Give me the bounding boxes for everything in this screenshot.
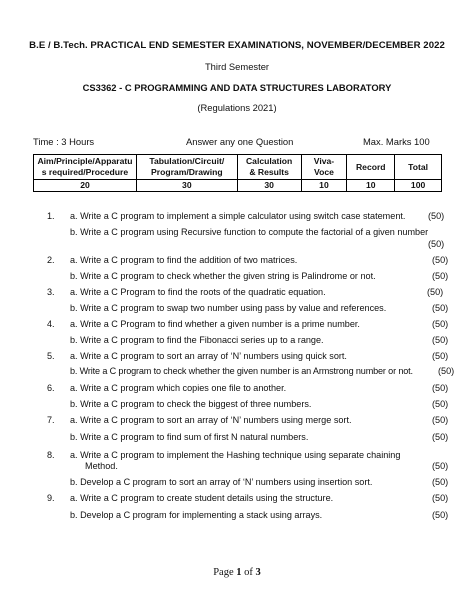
marks-header-cell: Total	[395, 155, 442, 180]
time-label: Time : 3 Hours	[33, 136, 95, 147]
marks-table-value-row	[34, 180, 442, 192]
question-number: 6.	[47, 383, 55, 393]
marks-header-cell: Viva- Voce	[301, 155, 347, 180]
page-sep: of	[241, 567, 256, 578]
question-marks: (50)	[432, 319, 449, 329]
question-marks: (50)	[432, 493, 449, 503]
question-marks: (50)	[432, 510, 449, 520]
question-marks: (50)	[432, 255, 449, 265]
course-title: CS3362 - C PROGRAMMING AND DATA STRUCTURES LABORATORY	[82, 82, 392, 93]
question-marks: (50)	[432, 415, 449, 425]
question-text: b. Write a C program to check the biggest of three numbers.	[70, 399, 312, 409]
max-marks-label: Max. Marks 100	[363, 136, 430, 147]
instruction-label: Answer any one Question	[186, 136, 294, 147]
question-text-continued: Method.	[85, 461, 118, 471]
marks-value-cell: 20	[34, 180, 137, 192]
marks-value-cell: 30	[237, 180, 301, 192]
question-marks: (50)	[432, 383, 449, 393]
question-text: b. Write a C program using Recursive function to compute the factorial of a given number	[70, 227, 429, 237]
question-text: a. Write a C program to find the addition of two matrices.	[70, 255, 298, 265]
question-marks: (50)	[432, 335, 449, 345]
question-number: 4.	[47, 319, 55, 329]
question-marks: (50)	[432, 271, 449, 281]
question-text: b. Write a C program to find sum of first N natural numbers.	[70, 432, 309, 442]
question-marks: (50)	[428, 239, 445, 249]
question-text: a. Write a C program to implement the Hashing technique using separate chaining	[70, 450, 401, 460]
question-marks: (50)	[438, 366, 455, 376]
question-text: b. Develop a C program to sort an array of ‘N’ numbers using insertion sort.	[70, 477, 373, 487]
page-total: 3	[255, 567, 261, 578]
question-number: 9.	[47, 493, 55, 503]
exam-title: B.E / B.Tech. PRACTICAL END SEMESTER EXAMINATIONS, NOVEMBER/DECEMBER 2022	[29, 40, 445, 51]
page-prefix: Page	[213, 567, 237, 578]
question-text: b. Write a C program to check whether the given string is Palindrome or not.	[70, 271, 376, 281]
regulations-label: (Regulations 2021)	[197, 102, 277, 113]
question-text: b. Write a C program to find the Fibonacci series up to a range.	[70, 335, 324, 345]
question-text: a. Write a C program to implement a simple calculator using switch case statement.	[70, 211, 406, 221]
question-marks: (50)	[432, 432, 449, 442]
marks-table-header-row	[34, 155, 442, 180]
marks-header-cell: Calculation & Results	[237, 155, 301, 180]
marks-value-cell: 10	[347, 180, 395, 192]
question-marks: (50)	[432, 461, 449, 471]
question-text: a. Write a C Program to find the roots of the quadratic equation.	[70, 287, 326, 297]
question-marks: (50)	[428, 211, 445, 221]
question-number: 2.	[47, 255, 55, 265]
question-marks: (50)	[427, 287, 444, 297]
question-marks: (50)	[432, 477, 449, 487]
question-marks: (50)	[432, 303, 449, 313]
page-current: 1	[236, 567, 242, 578]
marks-header-cell: Aim/Principle/Apparatu s required/Procedure	[34, 155, 137, 180]
question-text: a. Write a C program to sort an array of ‘N’ numbers using quick sort.	[70, 351, 347, 361]
question-text: a. Write a C Program to find whether a given number is a prime number.	[70, 319, 360, 329]
question-marks: (50)	[432, 351, 449, 361]
question-text: b. Develop a C program for implementing a stack using arrays.	[70, 510, 323, 520]
marks-value-cell: 100	[395, 180, 442, 192]
question-text: a. Write a C program to create student details using the structure.	[70, 493, 334, 503]
question-number: 7.	[47, 415, 55, 425]
question-text: a. Write a C program which copies one file to another.	[70, 383, 287, 393]
question-text: b. Write a C program to check whether the given number is an Armstrong number or not.	[70, 366, 413, 376]
marks-table	[33, 154, 442, 192]
question-text: a. Write a C program to sort an array of ‘N’ numbers using merge sort.	[70, 415, 352, 425]
marks-value-cell: 10	[301, 180, 347, 192]
page-footer	[0, 567, 474, 578]
question-text: b. Write a C program to swap two number using pass by value and references.	[70, 303, 387, 313]
question-number: 3.	[47, 287, 55, 297]
question-number: 1.	[47, 211, 55, 221]
marks-header-cell: Tabulation/Circuit/ Program/Drawing	[136, 155, 237, 180]
semester-label: Third Semester	[204, 61, 270, 72]
question-marks: (50)	[432, 399, 449, 409]
marks-header-cell: Record	[347, 155, 395, 180]
question-number: 8.	[47, 450, 55, 460]
marks-value-cell: 30	[136, 180, 237, 192]
question-number: 5.	[47, 351, 55, 361]
